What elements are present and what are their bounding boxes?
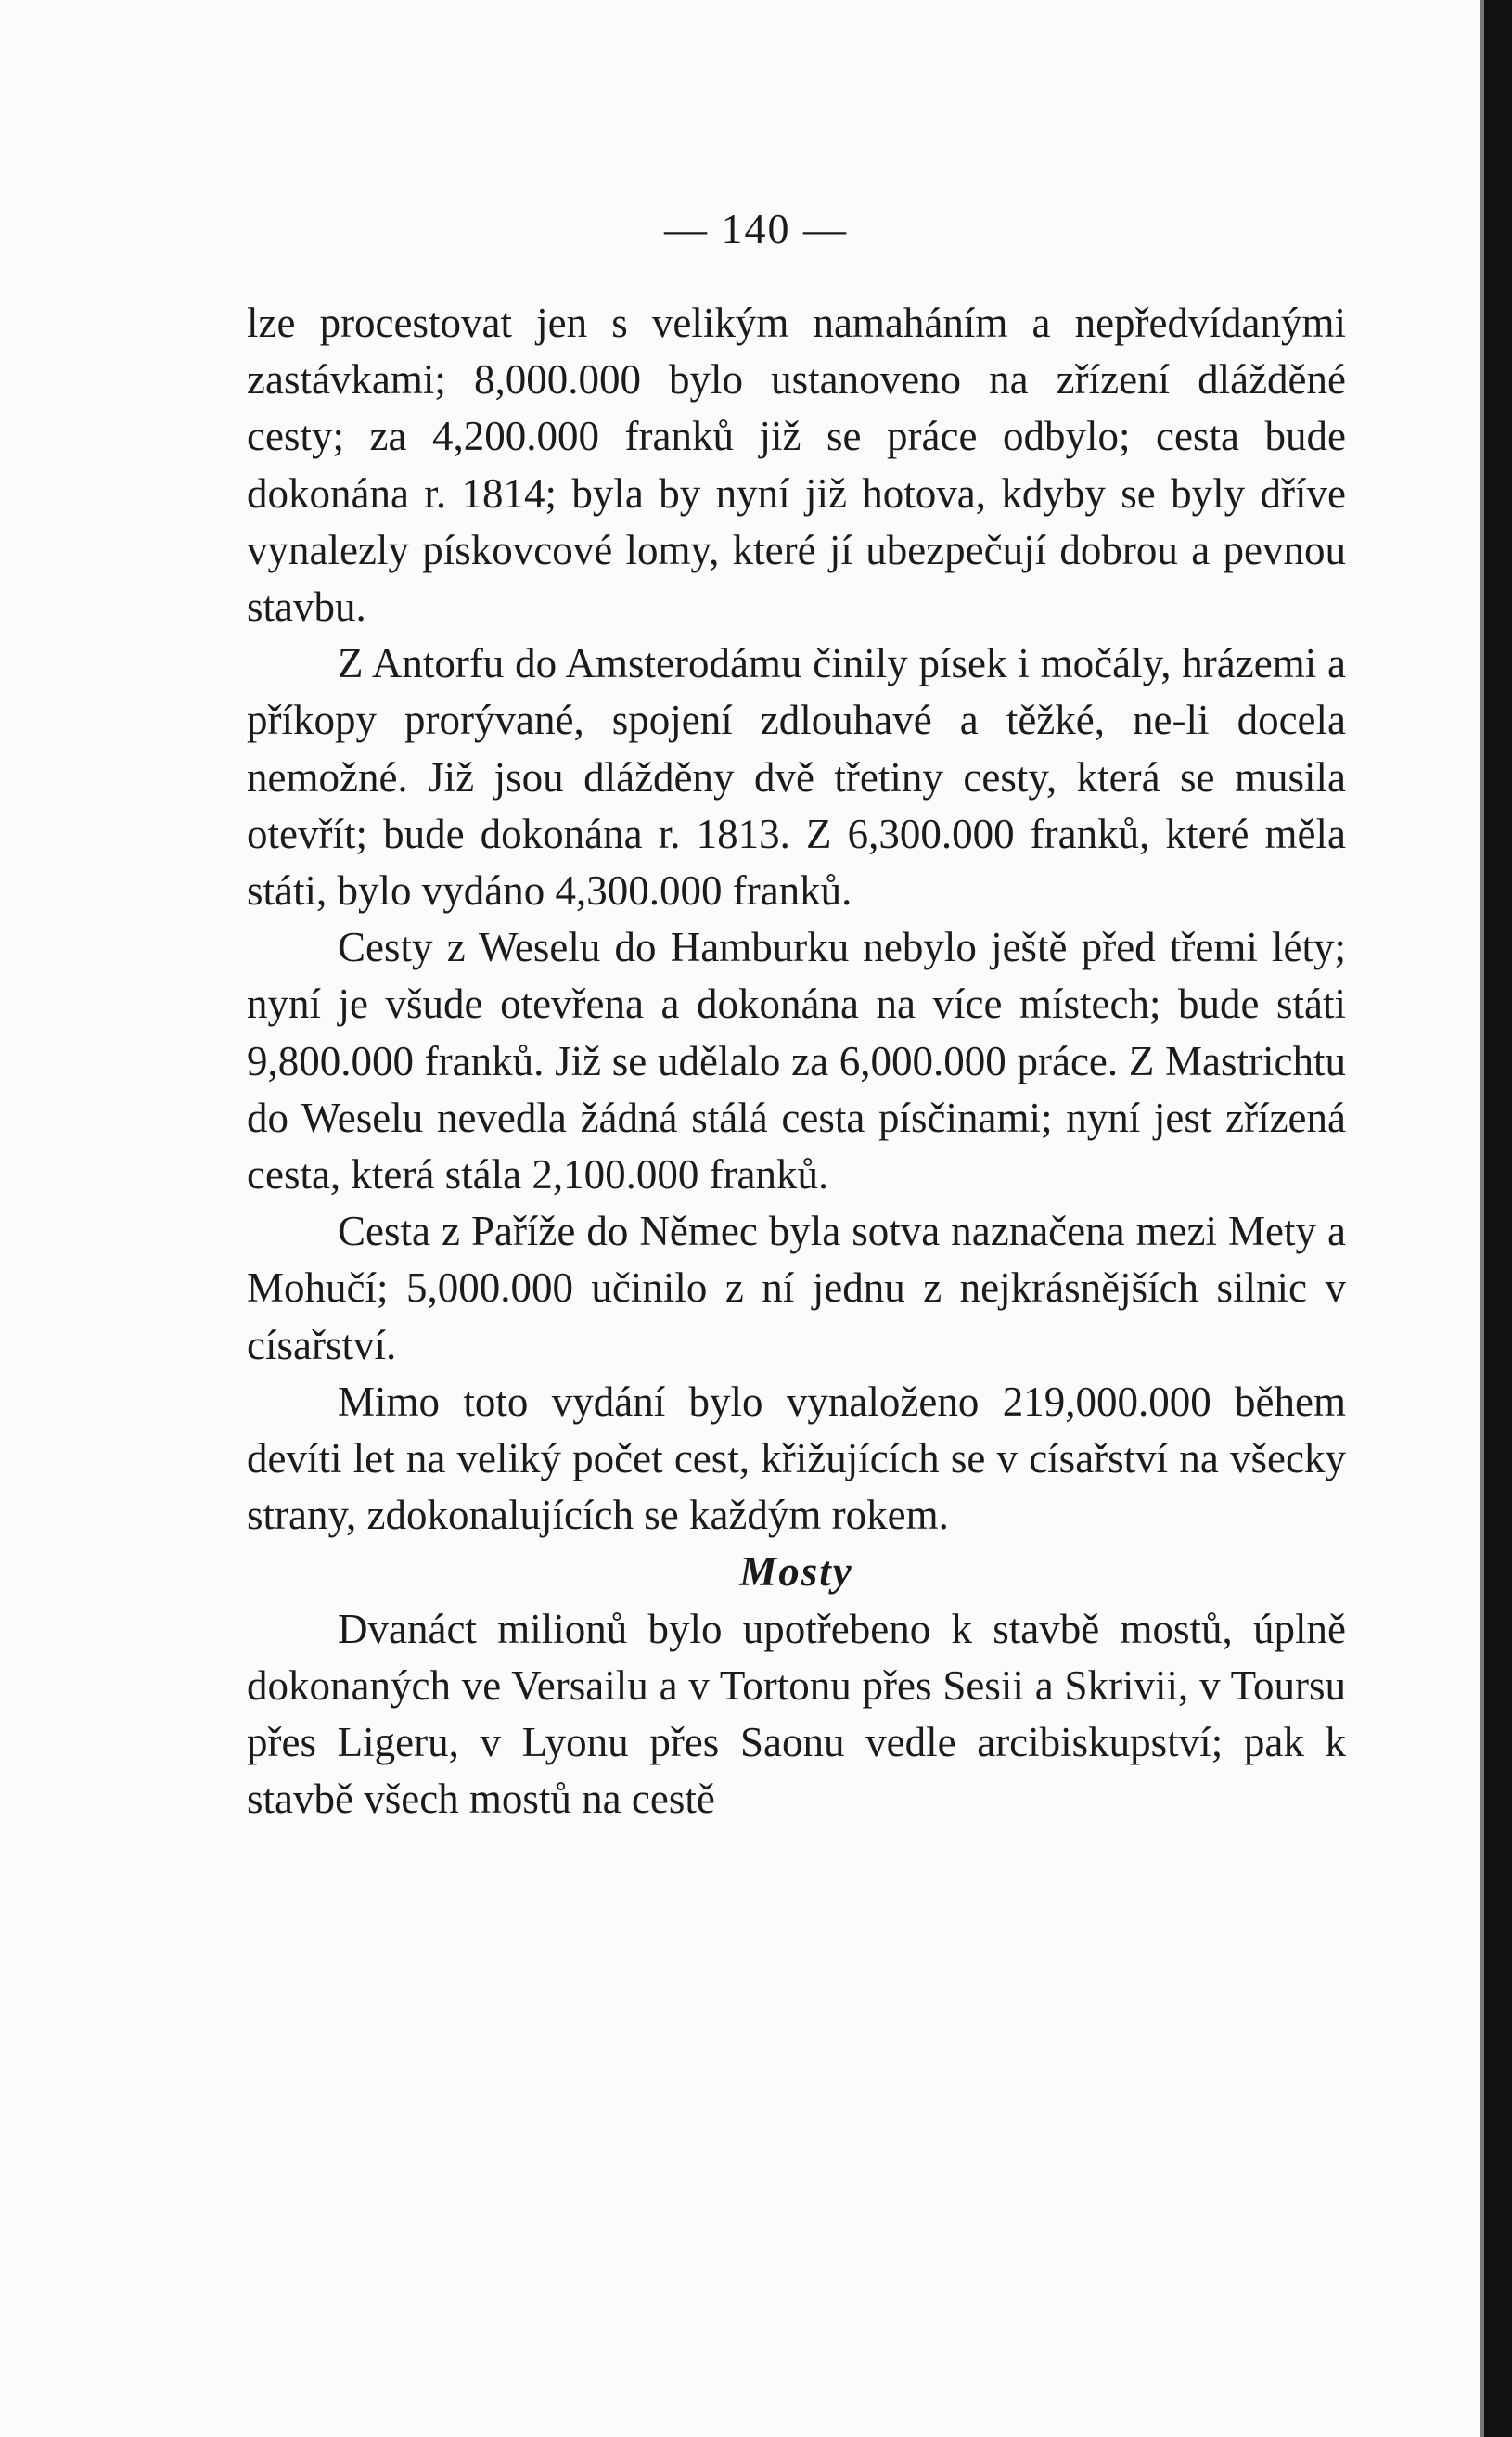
page-number: — 140 — <box>664 205 848 252</box>
paragraph: lze procestovat jen s velikým namaháním a nepředvídanými zastávkami; 8,000.000 bylo ustanoveno na zřízení dlážděné cesty; za 4,200.000 franků již se práce odbylo; cesta bude dokonána r. 1814; byla by nyní již hotova, kdyby se byly dříve vynalezly pískovcové lomy, které jí ubezpečují dobrou a pevnou stavbu. <box>247 300 1346 631</box>
paragraph: Cesty z Weselu do Hamburku nebylo ještě před třemi léty; nyní je všude otevřena a dokonána na více místech; bude státi 9,800.000 franků. Již se udělalo za 6,000.000 práce. Z Mastrichtu do Weselu nevedla žádná stálá cesta písčinami; nyní jest zřízená cesta, která stála 2,100.000 franků. <box>247 924 1346 1199</box>
paragraph: Dvanáct milionů bylo upotřebeno k stavbě mostů, úplně dokonaných ve Versailu a v Tortonu přes Sesii a Skrivii, v Toursu přes Ligeru, v Lyonu přes Saonu vedle arcibiskupství; pak k stavbě všech mostů na cestě <box>247 1605 1346 1823</box>
paragraph: Cesta z Paříže do Němec byla sotva naznačena mezi Mety a Mohučí; 5,000.000 učinilo z ní jednu z nejkrásnějších silnic v císařství. <box>247 1208 1346 1368</box>
page-edge <box>1484 0 1512 2437</box>
paragraph: Mimo toto vydání bylo vynaloženo 219,000.000 během devíti let na veliký počet cest, křižujících se v císařství na všecky strany, zdokonalujících se každým rokem. <box>247 1378 1346 1539</box>
body-text <box>247 295 1346 1828</box>
paragraph: Z Antorfu do Amsterodámu činily písek i močály, hrázemi a příkopy prorývané, spojení zdlouhavé a těžké, ne-li docela nemožné. Již jsou dlážděny dvě třetiny cesty, která se musila otevřít; bude dokonána r. 1813. Z 6,300.000 franků, které měla státi, bylo vydáno 4,300.000 franků. <box>247 640 1346 915</box>
section-heading: Mosty <box>739 1548 853 1596</box>
